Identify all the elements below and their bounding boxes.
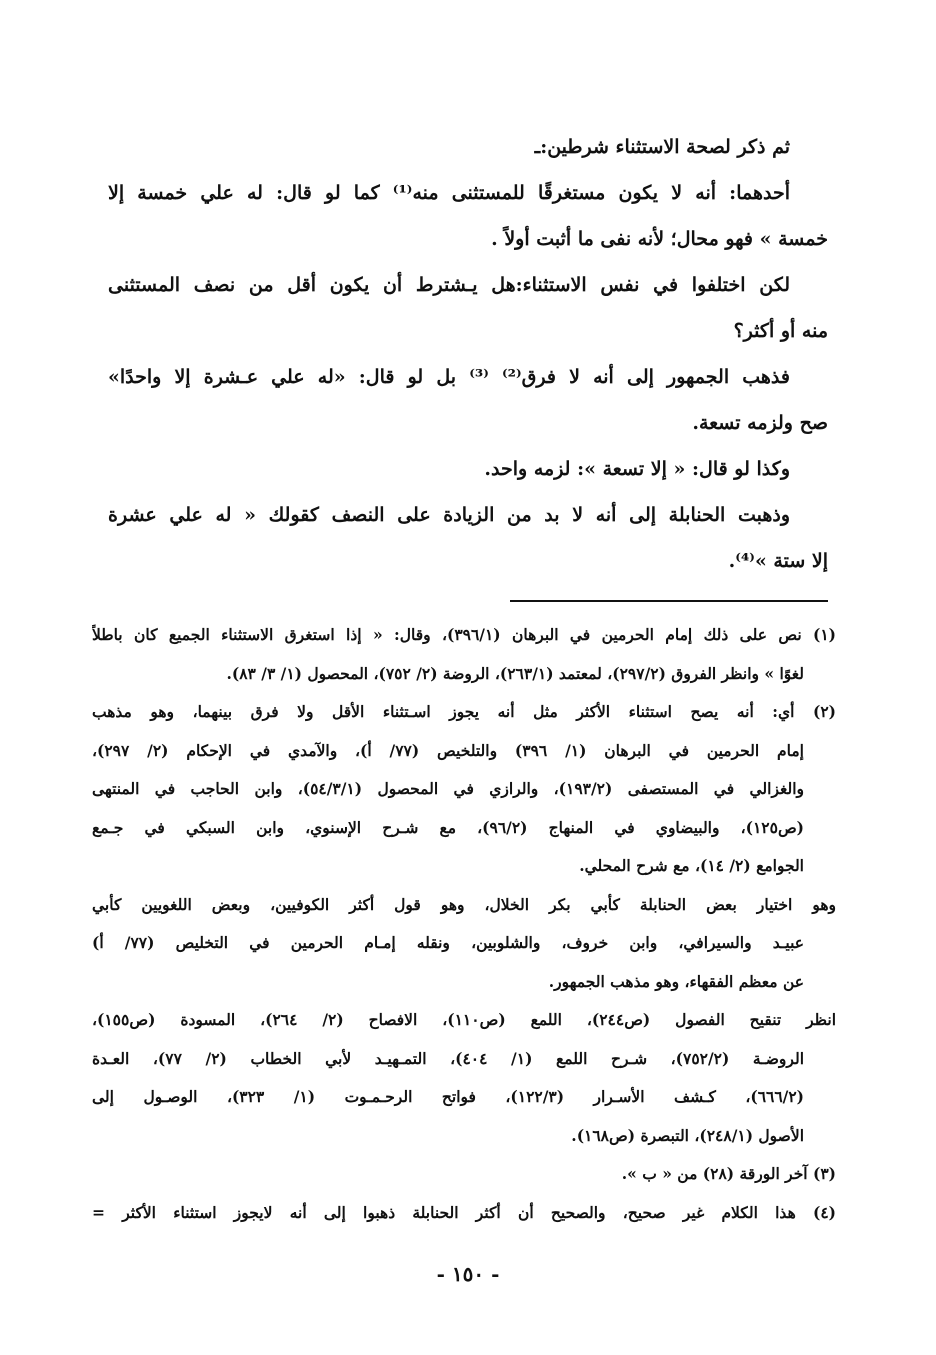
main-line-1: ثم ذكر لصحة الاستثناء شرطين:ـ xyxy=(534,136,790,158)
main-line-6: فذهب الجمهور إلى أنه لا فرق⁽²⁾ ⁽³⁾ بل لو قال: «له علي عـشرة إلا واحدًا» xyxy=(108,366,790,388)
footnote-line-13: (٦٦٦/٢)، كـشف الأسـرار (١٢٢/٣)، فواتح الرحـمـوت (١/ ٣٢٣)، الوصـول إلى xyxy=(92,1087,804,1106)
footnote-line-5: والغزالي في المستصفى (١٩٣/٢)، والرازي في المحصول (٥٤/٣/١)، وابن الحاجب في المنتهى xyxy=(92,779,804,798)
footnote-line-12: الروضـة (٧٥٢/٢)، شـرح اللمع (١/ ٤٠٤)، التمـهيـد لأبي الخطاب (٢/ ٧٧)، العـدة xyxy=(92,1048,805,1068)
footnote-line-4: إمام الحرمين في البرهان (١/ ٣٩٦) والتلخيص (٧٧/ أ)، والآمدي في الإحكام (٢/ ٢٩٧)، xyxy=(92,740,804,760)
footnote-line-9: عبيـد والسيرافي، وابن خروف، والشلوبين، ونقله إمـام الحرمين في التخليص (٧٧/ أ) xyxy=(92,933,805,952)
main-line-3: خمسة » فهو محال؛ لأنه نفى ما أثبت أولاً . xyxy=(491,228,828,250)
footnote-line-2: لغوًا » وانظر الفروق (٢٩٧/٢)، لمعتمد (٢٦٣/١)، الروضة (٢/ ٧٥٢)، المحصول (١/ ٣/ ٨٣). xyxy=(226,663,804,683)
main-text xyxy=(108,124,828,584)
main-line-5: منه أو أكثر؟ xyxy=(733,320,828,342)
footnotes xyxy=(92,616,836,1232)
main-line-10: إلا ستة »⁽⁴⁾. xyxy=(728,550,828,572)
main-line-7: صح ولزمه تسعة. xyxy=(692,412,828,434)
footnote-line-7: الجوامع (٢/ ١٤)، مع شرح المحلي. xyxy=(579,856,804,875)
footnote-line-16: (٤) هذا الكلام غير صحيح، والصحيح أن أكثر الحنابلة ذهبوا إلى أنه لايجوز استثناء الأكثر = xyxy=(92,1202,836,1222)
footnote-line-6: (ص١٢٥)، والبيضاوي في المنهاج (٩٦/٢)، مع شـرح الإسنوي، وابن السبكي في جـمع xyxy=(92,817,805,837)
footnote-separator xyxy=(510,600,828,602)
footnote-line-15: (٣) آخر الورقة (٢٨) من « ب ». xyxy=(621,1164,836,1183)
footnote-line-14: الأصول (٢٤٨/١)، التبصرة (ص١٦٨). xyxy=(571,1125,804,1145)
page-number: - ١٥٠ - xyxy=(436,1262,500,1286)
main-line-9: وذهبت الحنابلة إلى أنه لا بد من الزيادة على النصف كقولك « له علي عشرة xyxy=(108,504,790,526)
footnote-line-10: عن معظم الفقهاء، وهو مذهب الجمهور. xyxy=(548,971,804,991)
footnote-line-8: وهو اختيار بعض الحنابلة كأبي بكر الخلال، وهو قول أكثر الكوفيين، وبعض اللغويين كأبي xyxy=(92,894,836,914)
main-line-2: أحدهما: أنه لا يكون مستغرقًا للمستثنى منه⁽¹⁾ كما لو قال: له علي خمسة إلا xyxy=(108,182,790,204)
main-line-8: وكذا لو قال: « إلا تسعة »: لزمه واحد. xyxy=(484,458,790,480)
footnote-line-1: (١) نص على ذلك إمام الحرمين في البرهان (٣٩٦/١)، وقال: « إذا استغرق الاستثناء الجميع كان باطلاً xyxy=(92,625,836,644)
main-line-4: لكن اختلفوا في نفس الاستثناء:هل يـشترط أن يكون أقل من نصف المستثنى xyxy=(108,274,790,296)
footnote-line-3: (٢) أي: أنه يصح استثناء الأكثر مثل أنه يجوز اسـتثناء الأقل ولا فرق بينهما، وهو مذهب xyxy=(92,702,836,721)
footnote-line-11: انظر تنقيح الفصول (ص٢٤٤)، اللمع (ص١١٠)، الافصاح (٢/ ٢٦٤)، المسودة (ص١٥٥)، xyxy=(92,1010,836,1029)
